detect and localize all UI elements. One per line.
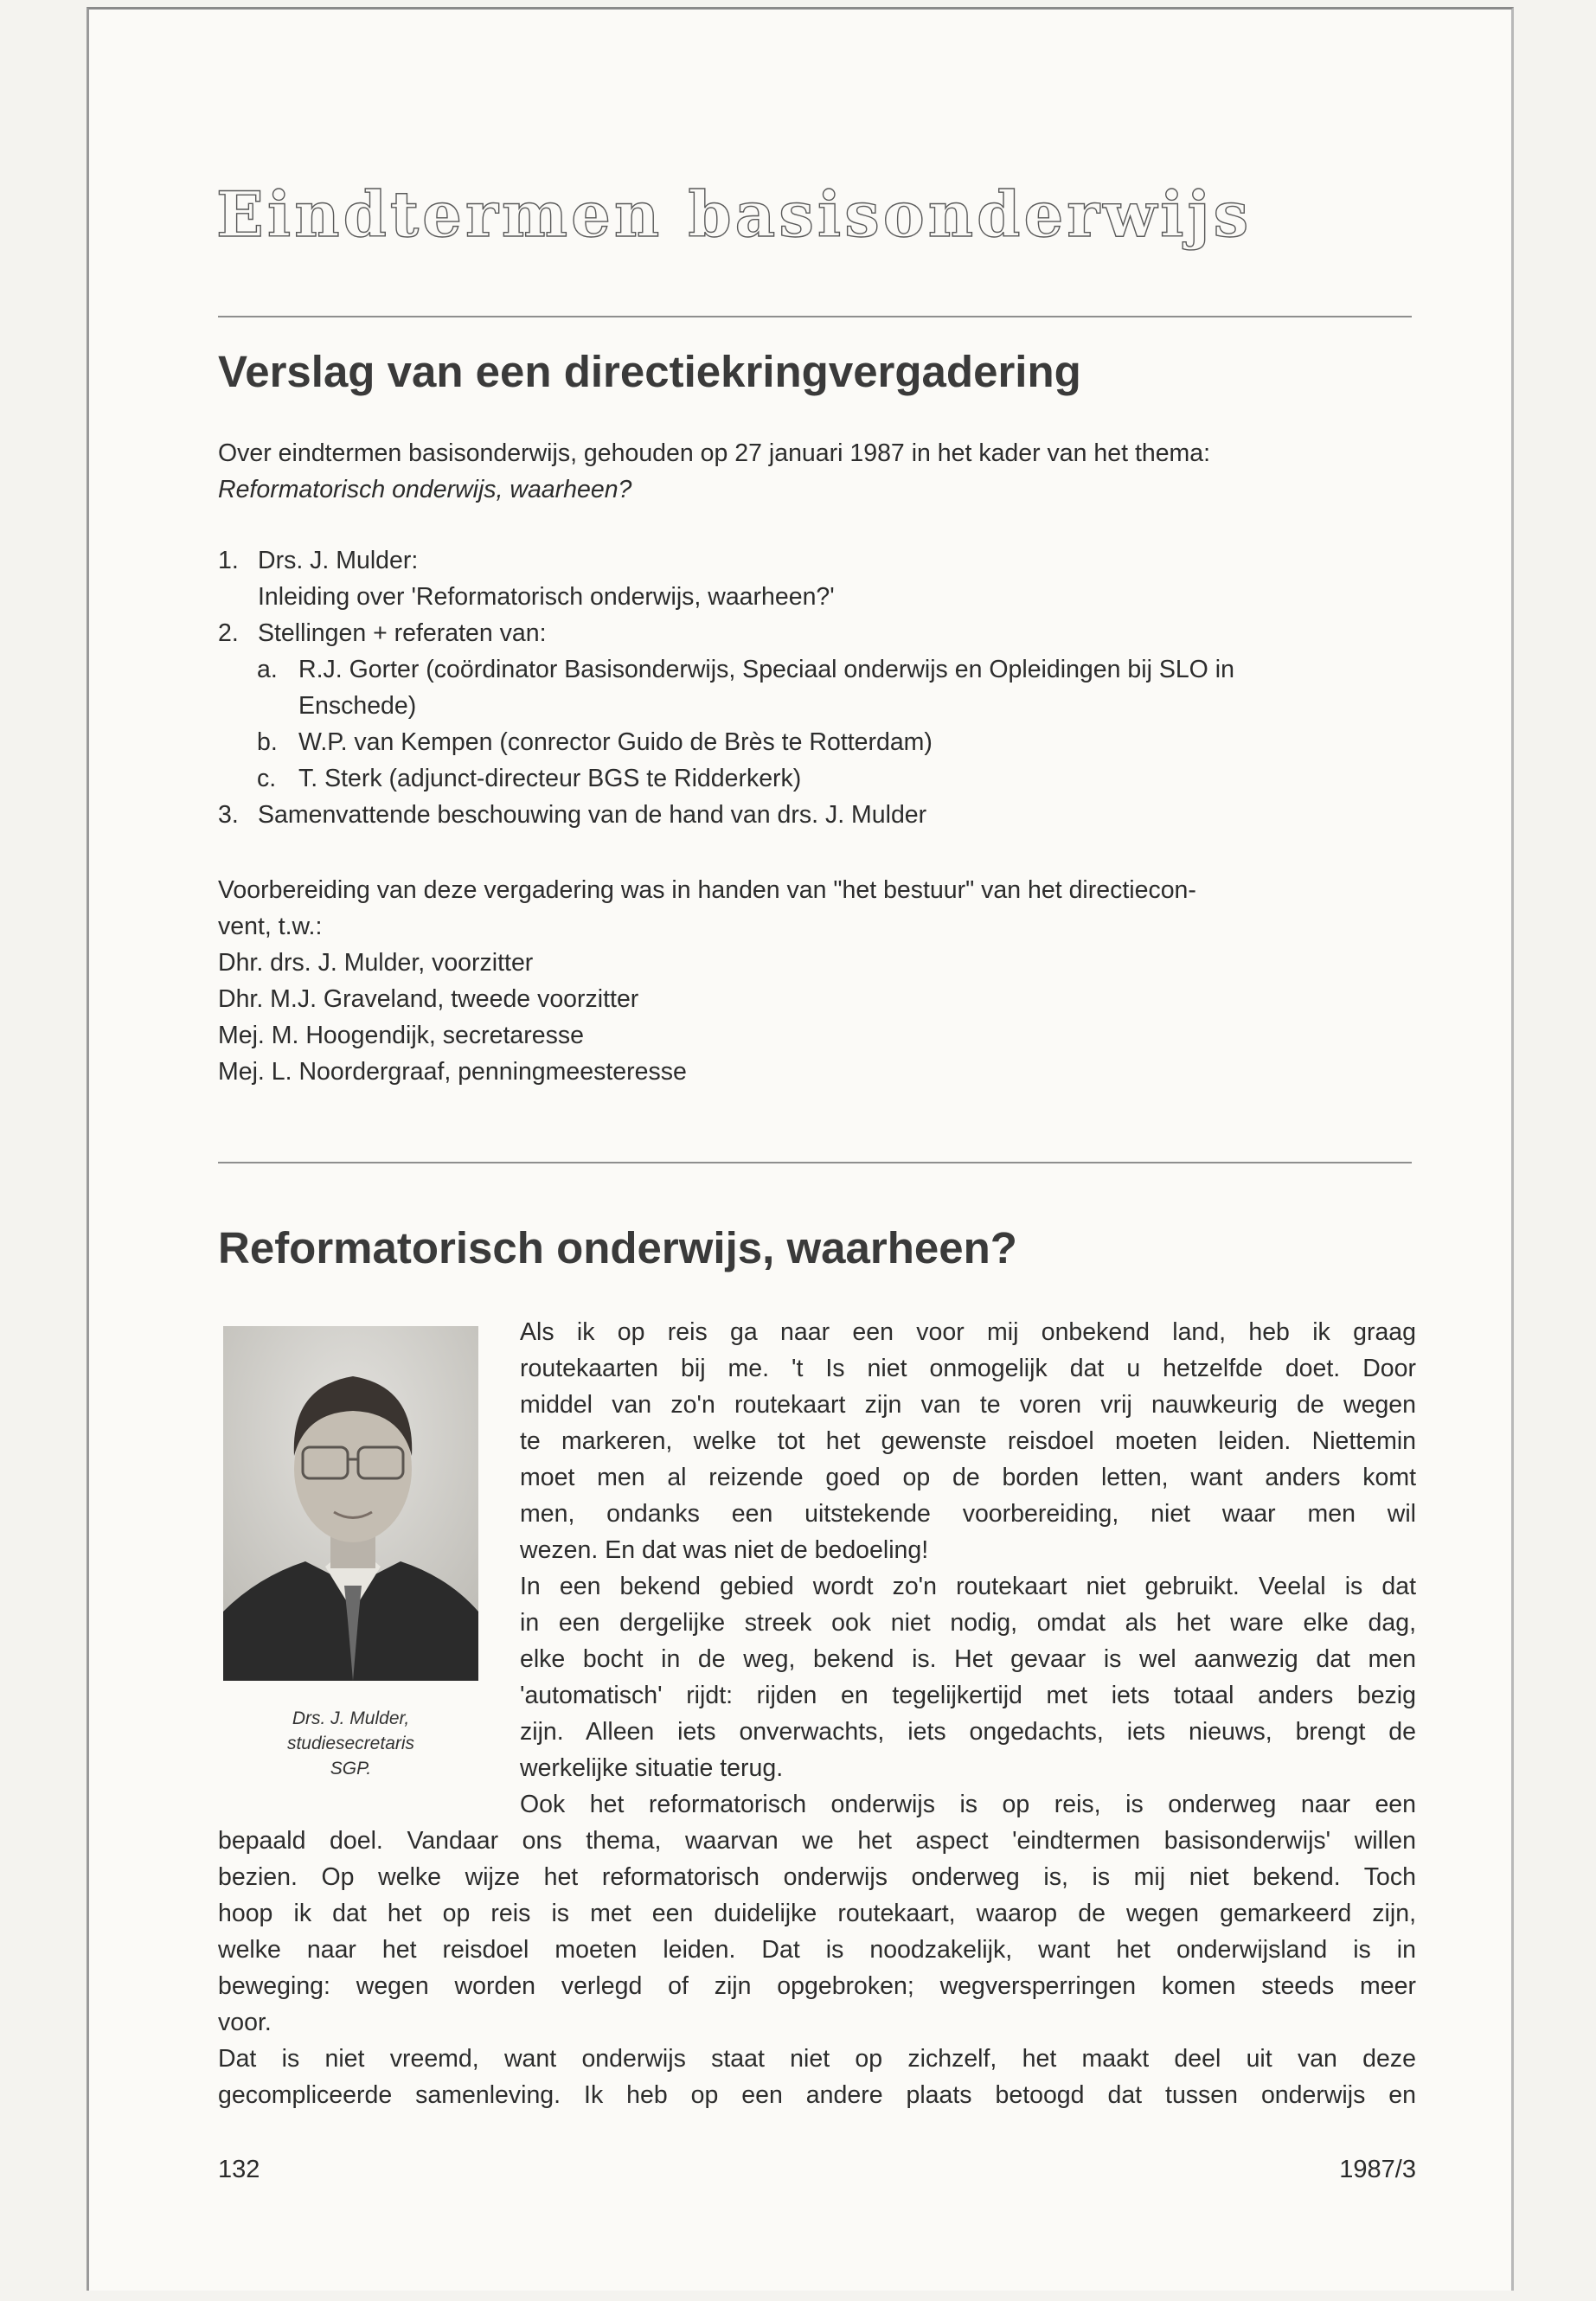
prep-line: Mej. L. Noordergraaf, penningmeesteresse bbox=[218, 1058, 687, 1086]
section2-heading: Reformatorisch onderwijs, waarheen? bbox=[218, 1223, 1017, 1272]
page-number: 132 bbox=[218, 2156, 260, 2183]
divider-top bbox=[218, 316, 1412, 317]
column-line: zijn. Alleen iets onverwachts, iets ongedachts, iets nieuws, brengt de bbox=[520, 1718, 1416, 1746]
intro-line: Over eindtermen basisonderwijs, gehouden op 27 januari 1987 in het kader van het thema: bbox=[218, 439, 1211, 467]
subitem-letter: b. bbox=[257, 728, 278, 756]
caption-line: Drs. J. Mulder, bbox=[292, 1708, 410, 1728]
divider-middle bbox=[218, 1162, 1412, 1163]
agenda-text: Samenvattende beschouwing van de hand van drs. J. Mulder bbox=[258, 801, 927, 829]
prep-line: Mej. M. Hoogendijk, secretaresse bbox=[218, 1022, 584, 1049]
portrait-illustration bbox=[223, 1326, 478, 1681]
agenda-num: 1. bbox=[218, 547, 239, 574]
subitem-letter: c. bbox=[257, 765, 277, 792]
caption-line: SGP. bbox=[330, 1759, 372, 1779]
intro-theme: Reformatorisch onderwijs, waarheen? bbox=[218, 476, 632, 503]
column-line: 'automatisch' rijdt: rijden en tegelijkertijd met iets totaal anders bezig bbox=[520, 1682, 1416, 1709]
banner-title: Eindtermen basisonderwijs bbox=[216, 177, 1253, 251]
section1-heading: Verslag van een directiekringvergadering bbox=[218, 347, 1081, 396]
body-line: voor. bbox=[218, 2009, 272, 2036]
column-line: In een bekend gebied wordt zo'n routekaart niet gebruikt. Veelal is dat bbox=[520, 1573, 1416, 1600]
prep-line: Dhr. M.J. Graveland, tweede voorzitter bbox=[218, 985, 639, 1013]
column-line: routekaarten bij me. 't Is niet onmogelijk dat u hetzelfde doet. Door bbox=[520, 1355, 1416, 1382]
body-line: hoop ik dat het op reis is met een duidelijke routekaart, waarop de wegen gemarkeerd zijn, bbox=[218, 1900, 1416, 1927]
body-line: bepaald doel. Vandaar ons thema, waarvan we het aspect 'eindtermen basisonderwijs' willen bbox=[218, 1827, 1416, 1855]
body-line: Dat is niet vreemd, want onderwijs staat niet op zichzelf, het maakt deel uit van deze bbox=[218, 2045, 1416, 2073]
body-line: gecompliceerde samenleving. Ik heb op een andere plaats betoogd dat tussen onderwijs en bbox=[218, 2081, 1416, 2109]
subitem-text: T. Sterk (adjunct-directeur BGS te Ridderkerk) bbox=[298, 765, 802, 792]
agenda-list bbox=[218, 542, 1412, 833]
column-line: te markeren, welke tot het gewenste reisdoel moeten leiden. Niettemin bbox=[520, 1427, 1416, 1455]
prep-line: Dhr. drs. J. Mulder, voorzitter bbox=[218, 949, 534, 977]
agenda-text: Drs. J. Mulder: bbox=[258, 547, 419, 574]
body-line: bezien. Op welke wijze het reformatorisch onderwijs onderweg is, is mij niet bekend. Toch bbox=[218, 1863, 1416, 1891]
subitem-text: R.J. Gorter (coördinator Basisonderwijs, Speciaal onderwijs en Opleidingen bij SLO in bbox=[298, 656, 1234, 683]
photo-caption bbox=[223, 1706, 478, 1781]
column-line: Als ik op reis ga naar een voor mij onbekend land, heb ik graag bbox=[520, 1318, 1416, 1346]
column-line: wezen. En dat was niet de bedoeling! bbox=[520, 1536, 929, 1564]
prep-line: vent, t.w.: bbox=[218, 913, 323, 940]
column-line: in een dergelijke streek ook niet nodig, omdat als het ware elke dag, bbox=[520, 1609, 1416, 1637]
body-line: beweging: wegen worden verlegd of zijn opgebroken; wegversperringen komen steeds meer bbox=[218, 1972, 1416, 2000]
article-column bbox=[520, 1314, 1416, 1823]
prep-line: Voorbereiding van deze vergadering was in handen van "het bestuur" van het directiecon- bbox=[218, 876, 1196, 904]
agenda-text: Inleiding over 'Reformatorisch onderwijs, waarheen?' bbox=[258, 583, 835, 611]
article-body bbox=[218, 1823, 1416, 2113]
column-line: werkelijke situatie terug. bbox=[520, 1754, 784, 1782]
column-line: Ook het reformatorisch onderwijs is op reis, is onderweg naar een bbox=[520, 1791, 1416, 1818]
agenda-text: Stellingen + referaten van: bbox=[258, 619, 547, 647]
column-line: moet men al reizende goed op de borden letten, want anders komt bbox=[520, 1464, 1416, 1491]
intro-paragraph bbox=[218, 435, 1412, 508]
preparation-block bbox=[218, 872, 1412, 1090]
subitem-text: Enschede) bbox=[298, 692, 417, 720]
issue-number: 1987/3 bbox=[1339, 2156, 1416, 2183]
agenda-num: 3. bbox=[218, 801, 239, 829]
subitem-text: W.P. van Kempen (conrector Guido de Brès te Rotterdam) bbox=[298, 728, 933, 756]
caption-line: studiesecretaris bbox=[286, 1734, 415, 1753]
author-photo bbox=[223, 1326, 478, 1681]
agenda-num: 2. bbox=[218, 619, 239, 647]
column-line: middel van zo'n routekaart zijn van te voren vrij nauwkeurig de wegen bbox=[520, 1391, 1416, 1419]
body-line: welke naar het reisdoel moeten leiden. Dat is noodzakelijk, want het onderwijsland is in bbox=[218, 1936, 1416, 1964]
column-line: men, ondanks een uitstekende voorbereiding, niet waar men wil bbox=[520, 1500, 1416, 1528]
subitem-letter: a. bbox=[257, 656, 278, 683]
column-line: elke bocht in de weg, bekend is. Het gevaar is wel aanwezig dat men bbox=[520, 1645, 1416, 1673]
